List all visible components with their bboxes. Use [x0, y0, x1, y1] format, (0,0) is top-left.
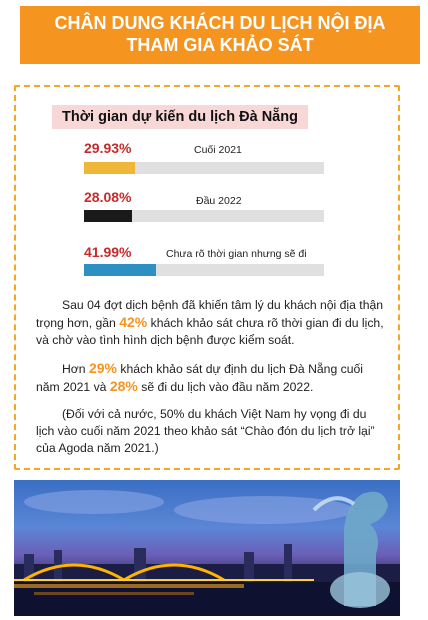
bar-fill	[84, 162, 135, 174]
header-banner	[20, 6, 420, 64]
bar-category-label: Cuối 2021	[194, 144, 242, 156]
para2-highlight-2: 28%	[109, 378, 138, 394]
bar-value-label: 41.99%	[84, 244, 132, 260]
bar-value-label: 28.08%	[84, 189, 132, 205]
paragraph-3	[36, 406, 388, 457]
bar-track	[84, 210, 324, 222]
para2-text-c: sẽ đi du lịch vào đầu năm 2022.	[137, 380, 314, 394]
paragraph-2	[36, 360, 388, 396]
bar-fill	[84, 210, 132, 222]
bar-track	[84, 264, 324, 276]
bar-value-label: 29.93%	[84, 140, 132, 156]
bar-category-label: Chưa rõ thời gian nhưng sẽ đi	[166, 248, 307, 260]
para1-highlight: 42%	[119, 314, 148, 330]
bar-fill	[84, 264, 156, 276]
para2-text-b: khách khảo sát dự định du lịch Đà Nẵng cuối năm 2021 và	[36, 362, 363, 394]
bar-track	[84, 162, 324, 174]
header-line-1: CHÂN DUNG KHÁCH DU LỊCH NỘI ĐỊA	[54, 13, 386, 33]
para1-text-b: khách khảo sát chưa rõ thời gian đi du lịch, và chờ vào tình hình dịch bệnh được kiểm soát.	[36, 316, 384, 347]
da-nang-night-photo	[14, 480, 400, 616]
city-skyline-illustration	[14, 480, 400, 616]
chart-title: Thời gian dự kiến du lịch Đà Nẵng	[52, 105, 308, 129]
bar-category-label: Đầu 2022	[196, 195, 242, 207]
para2-highlight-1: 29%	[88, 360, 117, 376]
para2-text-a: Hơn	[62, 362, 89, 376]
para3-text: (Đối với cả nước, 50% du khách Việt Nam hy vọng đi du lịch vào cuối năm 2021 theo khảo sát “Chào đón du lịch trở lại” của Agoda năm 2021.)	[36, 407, 375, 455]
paragraph-1	[36, 297, 388, 349]
para1-text-a: Sau 04 đợt dịch bệnh đã khiến tâm lý du khách nội địa thận trọng hơn, gần	[36, 298, 384, 330]
header-line-2: THAM GIA KHẢO SÁT	[126, 35, 314, 55]
